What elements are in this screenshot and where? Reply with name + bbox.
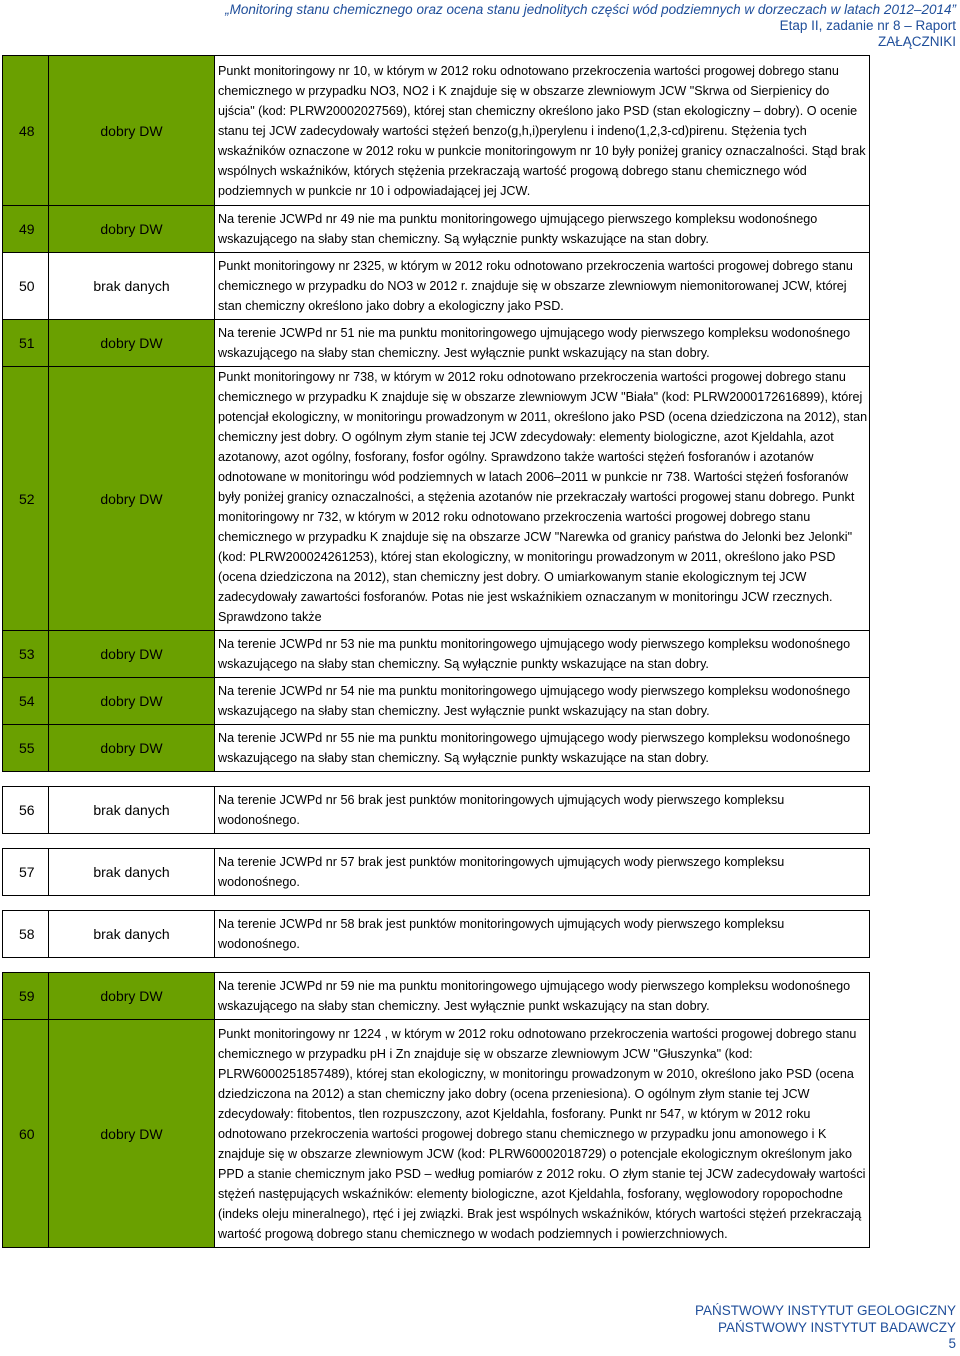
table-row [3, 206, 870, 253]
row-status: dobry DW [49, 1020, 215, 1248]
row-description: Punkt monitoringowy nr 10, w którym w 2012 roku odnotowano przekroczenia wartości progowej dobrego stanu chemicznego w przypadku NO3, NO2 i K znajduje się w obszarze zlewniowym JCW "Skrwa od Sierpienicy do ujścia" (kod: PLRW20002027569), której stan chemiczny określono jako PSD (stan ekologiczny – dobry). O ocenie stanu tej JCW zadecydowały wartości stężeń benzo(g,h,i)perylenu i indeno(1,2,3-cd)pirenu. Stężenia tych wskaźników oznaczone w 2012 roku w punkcie monitoringowym nr 10 były poniżej granicy oznaczalności. Stąd brak wspólnych wskaźników, których stężenia przekraczają wartość progową dobrego stanu chemicznego wód podziemnych w punkcie nr 10 i odpowiadającej jej JCW. [215, 56, 870, 206]
row-status: brak danych [49, 911, 215, 958]
row-status: brak danych [49, 253, 215, 320]
row-description: Na terenie JCWPd nr 49 nie ma punktu monitoringowego ujmującego pierwszego kompleksu wodonośnego wskazującego na słaby stan chemiczny. Są wyłącznie punkty wskazujące na stan dobry. [215, 206, 870, 253]
row-gap [3, 896, 870, 911]
row-description: Punkt monitoringowy nr 2325, w którym w 2012 roku odnotowano przekroczenia wartości progowej dobrego stanu chemicznego w przypadku do NO3 w 2012 r. znajduje się w obszarze zlewniowym niemonitorowanej JCW, której stan chemiczny określono jako dobry a ekologiczny jako PSD. [215, 253, 870, 320]
table-row [3, 849, 870, 896]
table-row [3, 367, 870, 631]
report-title: „Monitoring stanu chemicznego oraz ocena stanu jednolitych części wód podziemnych w dorzeczach w latach 2012–2014” [225, 2, 956, 17]
table-row [3, 973, 870, 1020]
row-status: brak danych [49, 849, 215, 896]
table-row [3, 678, 870, 725]
row-number: 48 [3, 56, 49, 206]
row-status: dobry DW [49, 973, 215, 1020]
row-gap [3, 958, 870, 973]
row-number: 53 [3, 631, 49, 678]
row-number: 51 [3, 320, 49, 367]
institute-subtitle: PAŃSTWOWY INSTYTUT BADAWCZY [717, 1320, 956, 1335]
row-number: 56 [3, 787, 49, 834]
row-description: Na terenie JCWPd nr 55 nie ma punktu monitoringowego ujmującego wody pierwszego kompleksu wodonośnego wskazującego na słaby stan chemiczny. Są wyłącznie punkty wskazujące na stan dobry. [215, 725, 870, 772]
row-status: brak danych [49, 787, 215, 834]
report-stage: Etap II, zadanie nr 8 – Raport [779, 18, 956, 33]
row-description: Na terenie JCWPd nr 53 nie ma punktu monitoringowego ujmującego wody pierwszego kompleksu wodonośnego wskazującego na słaby stan chemiczny. Są wyłącznie punkty wskazujące na stan dobry. [215, 631, 870, 678]
row-description: Punkt monitoringowy nr 738, w którym w 2012 roku odnotowano przekroczenia wartości progowej dobrego stanu chemicznego w przypadku K znajduje się w obszarze zlewniowym JCW "Biała" (kod: PLRW2000172616899), której potencjał ekologiczny, w monitoringu prowadzonym w 2011, określono jako PSD (ocena dziedziczona na 2012), stan chemiczny jest dobry. O ogólnym złym stanie tej JCW zdecydowały: elementy biologiczne, azot Kjeldahla, azot azotanowy, azot ogólny, fosforany, fosfor ogólny. Sprawdzono także wartości stężeń fosforanów i azotanów odnotowane w monitoringu wód podziemnych w latach 2006–2011 w punkcie nr 738. Wartości stężeń fosforanów były poniżej granicy oznaczalności, a stężenia azotanów nie przekraczały wartości progowej stanu dobrego. Punkt monitoringowy nr 732, w którym w 2012 roku odnotowano przekroczenia wartości progowej dobrego stanu chemicznego w przypadku K znajduje się na obszarze JCW "Narewka od granicy państwa do Jelonki bez Jelonki" (kod: PLRW200024261253), której stan ekologiczny, w monitoringu prowadzonym w 2011, określono jako PSD (ocena dziedziczona na 2012), stan chemiczny jest dobry. O umiarkowanym stanie ekologicznym tej JCW zadecydowały zawartości fosforanów. Potas nie jest wskaźnikiem oznaczanym w monitoringu JCW rzecznych. Sprawdzono także [215, 367, 870, 631]
row-number: 52 [3, 367, 49, 631]
row-number: 49 [3, 206, 49, 253]
institute-name: PAŃSTWOWY INSTYTUT GEOLOGICZNY [694, 1303, 956, 1318]
row-number: 57 [3, 849, 49, 896]
row-gap [3, 772, 870, 787]
row-status: dobry DW [49, 725, 215, 772]
row-number: 58 [3, 911, 49, 958]
row-description: Na terenie JCWPd nr 56 brak jest punktów monitoringowych ujmujących wody pierwszego kompleksu wodonośnego. [215, 787, 870, 834]
row-description: Na terenie JCWPd nr 51 nie ma punktu monitoringowego ujmującego wody pierwszego kompleksu wodonośnego wskazującego na słaby stan chemiczny. Jest wyłącznie punkt wskazujący na stan dobry. [215, 320, 870, 367]
table-row [3, 725, 870, 772]
row-number: 55 [3, 725, 49, 772]
report-header [225, 2, 956, 50]
row-number: 60 [3, 1020, 49, 1248]
table-row [3, 787, 870, 834]
table-row [3, 253, 870, 320]
row-description: Na terenie JCWPd nr 57 brak jest punktów monitoringowych ujmujących wody pierwszego kompleksu wodonośnego. [215, 849, 870, 896]
report-section: ZAŁĄCZNIKI [877, 34, 956, 49]
row-status: dobry DW [49, 320, 215, 367]
row-number: 59 [3, 973, 49, 1020]
table-row [3, 56, 870, 206]
row-status: dobry DW [49, 631, 215, 678]
table-row [3, 631, 870, 678]
row-number: 54 [3, 678, 49, 725]
row-description: Na terenie JCWPd nr 59 nie ma punktu monitoringowego ujmującego wody pierwszego kompleksu wodonośnego wskazującego na słaby stan chemiczny. Jest wyłącznie punkt wskazujący na stan dobry. [215, 973, 870, 1020]
table-row [3, 320, 870, 367]
row-description: Punkt monitoringowy nr 1224 , w którym w 2012 roku odnotowano przekroczenia wartości progowej dobrego stanu chemicznego w przypadku pH i Zn znajduje się w obszarze zlewniowym JCW "Głuszynka" (kod: PLRW6000251857489), której stan ekologiczny, w monitoringu prowadzonym w 2010, określono jako PSD (ocena dziedziczona na 2012) a stan chemiczny jako dobry (ocena przeniesiona). O ogólnym złym stanie tej JCW zdecydowały: fitobentos, tlen rozpuszczony, azot Kjeldahla, fosforany. Punkt nr 547, w którym w 2012 roku odnotowano przekroczenia wartości progowej dobrego stanu chemicznego w przypadku jonu amonowego i K znajduje się w obszarze zlewniowym JCW (kod: PLRW60002018729) o potencjale ekologicznym określonym jako PPD a stanie chemicznym jako PSD – według pomiarów z 2012 roku. O złym stanie tej JCW zadecydowały wartości stężeń następujących wskaźników: elementy biologiczne, azot Kjeldahla, fosforany, węglowodory ropopochodne (indeks oleju mineralnego), rtęć i jej związki. Brak jest wspólnych wskaźników, których wartości stężeń przekraczają wartość progową dobrego stanu chemicznego w wodach podziemnych i powierzchniowych. [215, 1020, 870, 1248]
row-number: 50 [3, 253, 49, 320]
row-description: Na terenie JCWPd nr 58 brak jest punktów monitoringowych ujmujących wody pierwszego kompleksu wodonośnego. [215, 911, 870, 958]
page-number: 5 [948, 1336, 956, 1351]
assessment-table [2, 55, 870, 1248]
row-status: dobry DW [49, 367, 215, 631]
footer [695, 1302, 956, 1336]
row-description: Na terenie JCWPd nr 54 nie ma punktu monitoringowego ujmującego wody pierwszego kompleksu wodonośnego wskazującego na słaby stan chemiczny. Jest wyłącznie punkt wskazujący na stan dobry. [215, 678, 870, 725]
row-status: dobry DW [49, 678, 215, 725]
row-gap [3, 834, 870, 849]
table-row [3, 1020, 870, 1248]
row-status: dobry DW [49, 206, 215, 253]
row-status: dobry DW [49, 56, 215, 206]
table-row [3, 911, 870, 958]
